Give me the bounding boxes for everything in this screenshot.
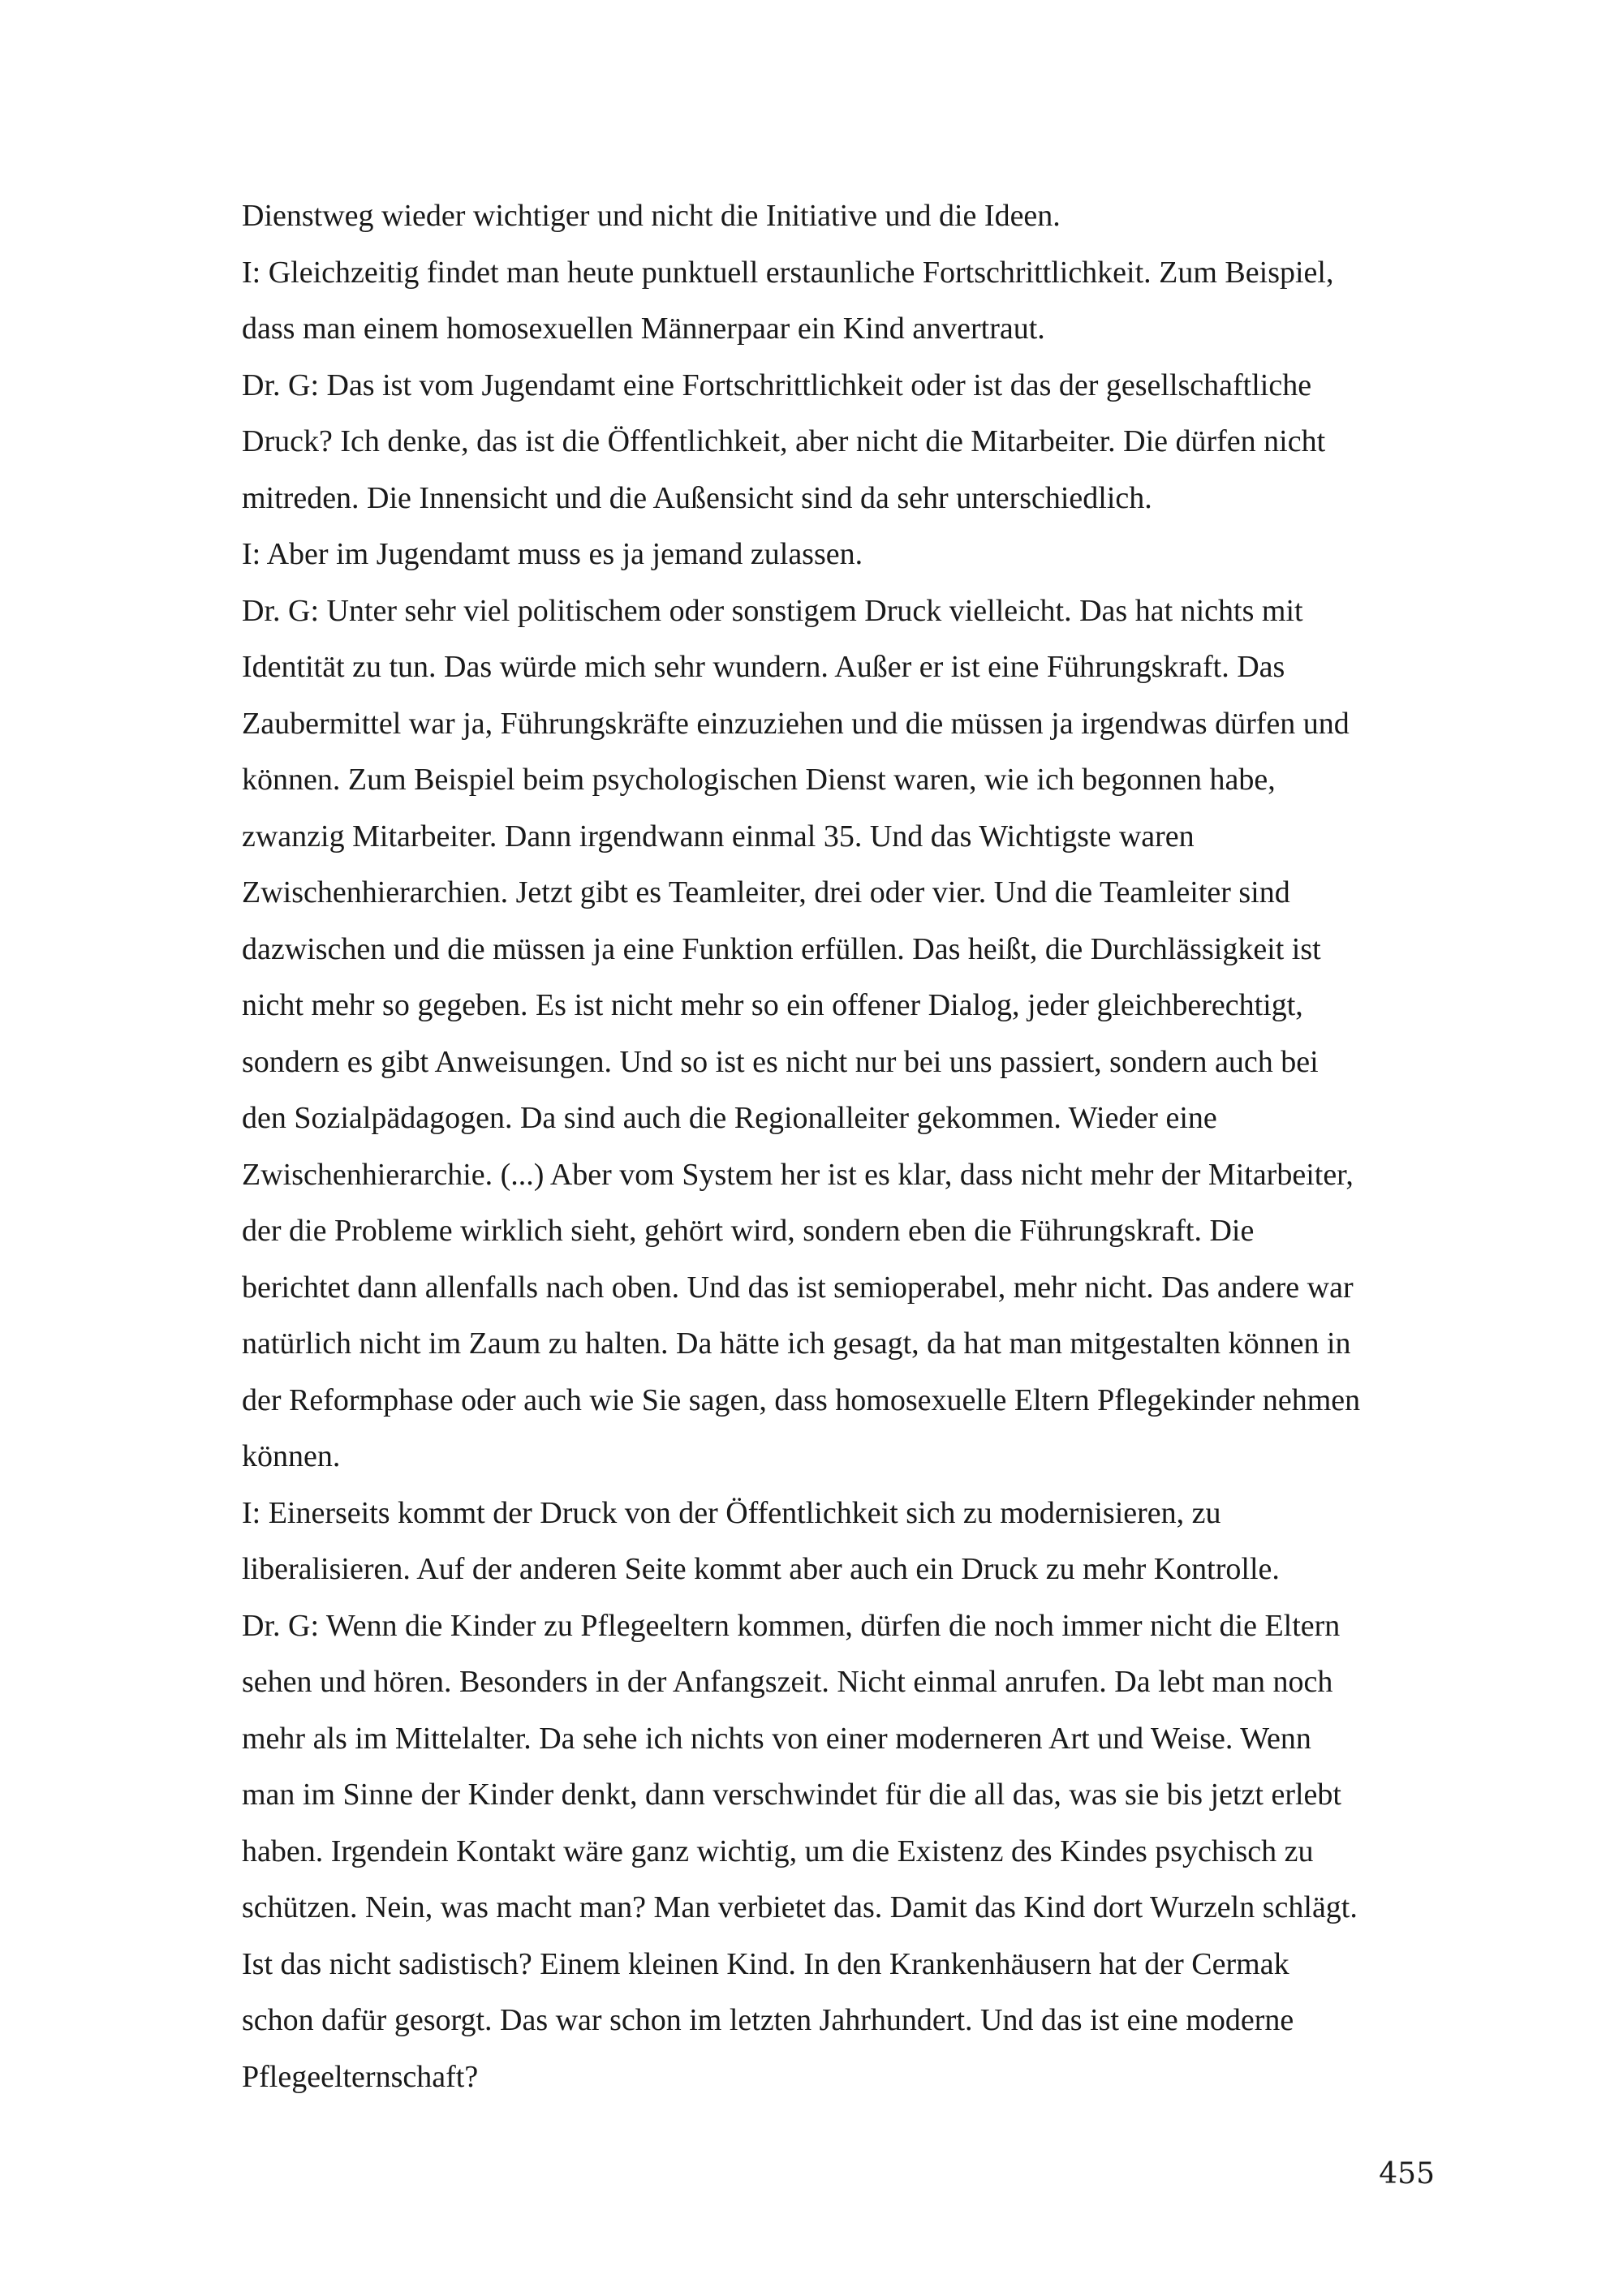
text-line: Dienstweg wieder wichtiger und nicht die Initiative und die Ideen. <box>242 199 1061 233</box>
text-line: nicht mehr so gegeben. Es ist nicht mehr so ein offener Dialog, jeder gleichberechtigt, <box>242 988 1303 1022</box>
text-line: natürlich nicht im Zaum zu halten. Da hätte ich gesagt, da hat man mitgestalten können in <box>242 1326 1351 1361</box>
text-line: Ist das nicht sadistisch? Einem kleinen Kind. In den Krankenhäusern hat der Cermak <box>242 1946 1289 1981</box>
text-line: können. Zum Beispiel beim psychologischen Dienst waren, wie ich begonnen habe, <box>242 763 1276 797</box>
text-line: der Reformphase oder auch wie Sie sagen, dass homosexuelle Eltern Pflegekinder nehmen <box>242 1382 1361 1417</box>
text-line: Dr. G: Wenn die Kinder zu Pflegeeltern kommen, dürfen die noch immer nicht die Eltern <box>242 1608 1341 1643</box>
text-line: berichtet dann allenfalls nach oben. Und das ist semioperabel, mehr nicht. Das andere war <box>242 1270 1354 1305</box>
text-line: Zwischenhierarchien. Jetzt gibt es Teamleiter, drei oder vier. Und die Teamleiter sind <box>242 875 1290 909</box>
text-line: Zwischenhierarchie. (...) Aber vom System her ist es klar, dass nicht mehr der Mitarbeiter, <box>242 1157 1354 1192</box>
text-line: schon dafür gesorgt. Das war schon im letzten Jahrhundert. Und das ist eine moderne <box>242 2003 1294 2037</box>
text-line: können. <box>242 1439 341 1473</box>
text-line: haben. Irgendein Kontakt wäre ganz wichtig, um die Existenz des Kindes psychisch zu <box>242 1834 1314 1868</box>
text-line: I: Gleichzeitig findet man heute punktuell erstaunliche Fortschrittlichkeit. Zum Beispiel, <box>242 255 1334 290</box>
text-line: Zaubermittel war ja, Führungskräfte einzuziehen und die müssen ja irgendwas dürfen und <box>242 706 1350 741</box>
text-line: schützen. Nein, was macht man? Man verbietet das. Damit das Kind dort Wurzeln schlägt. <box>242 1890 1358 1924</box>
text-line: zwanzig Mitarbeiter. Dann irgendwann einmal 35. Und das Wichtigste waren <box>242 819 1195 853</box>
text-line: man im Sinne der Kinder denkt, dann verschwindet für die all das, was sie bis jetzt erlebt <box>242 1778 1341 1812</box>
text-line: Druck? Ich denke, das ist die Öffentlichkeit, aber nicht die Mitarbeiter. Die dürfen nicht <box>242 424 1326 458</box>
text-line: der die Probleme wirklich sieht, gehört wird, sondern eben die Führungskraft. Die <box>242 1214 1255 1248</box>
text-line: Pflegeelternschaft? <box>242 2059 479 2094</box>
text-line: mitreden. Die Innensicht und die Außensicht sind da sehr unterschiedlich. <box>242 480 1152 515</box>
text-line: dass man einem homosexuellen Männerpaar ein Kind anvertraut. <box>242 312 1045 346</box>
text-line: den Sozialpädagogen. Da sind auch die Regionalleiter gekommen. Wieder eine <box>242 1101 1217 1135</box>
text-line: sondern es gibt Anweisungen. Und so ist es nicht nur bei uns passiert, sondern auch bei <box>242 1044 1319 1079</box>
text-line: sehen und hören. Besonders in der Anfangszeit. Nicht einmal anrufen. Da lebt man noch <box>242 1665 1333 1699</box>
interview-transcript-text <box>242 188 1444 2105</box>
text-line: Identität zu tun. Das würde mich sehr wundern. Außer er ist eine Führungskraft. Das <box>242 650 1285 684</box>
text-line: I: Aber im Jugendamt muss es ja jemand zulassen. <box>242 537 863 571</box>
text-line: Dr. G: Unter sehr viel politischem oder sonstigem Druck vielleicht. Das hat nichts mit <box>242 593 1303 628</box>
text-line: liberalisieren. Auf der anderen Seite kommt aber auch ein Druck zu mehr Kontrolle. <box>242 1552 1280 1586</box>
text-line: Dr. G: Das ist vom Jugendamt eine Fortschrittlichkeit oder ist das der gesellschaftliche <box>242 368 1312 402</box>
text-line: mehr als im Mittelalter. Da sehe ich nichts von einer moderneren Art und Weise. Wenn <box>242 1721 1311 1756</box>
text-line: dazwischen und die müssen ja eine Funktion erfüllen. Das heißt, die Durchlässigkeit ist <box>242 931 1321 966</box>
page-number: 455 <box>1379 2157 1435 2191</box>
text-line: I: Einerseits kommt der Druck von der Öffentlichkeit sich zu modernisieren, zu <box>242 1495 1221 1530</box>
